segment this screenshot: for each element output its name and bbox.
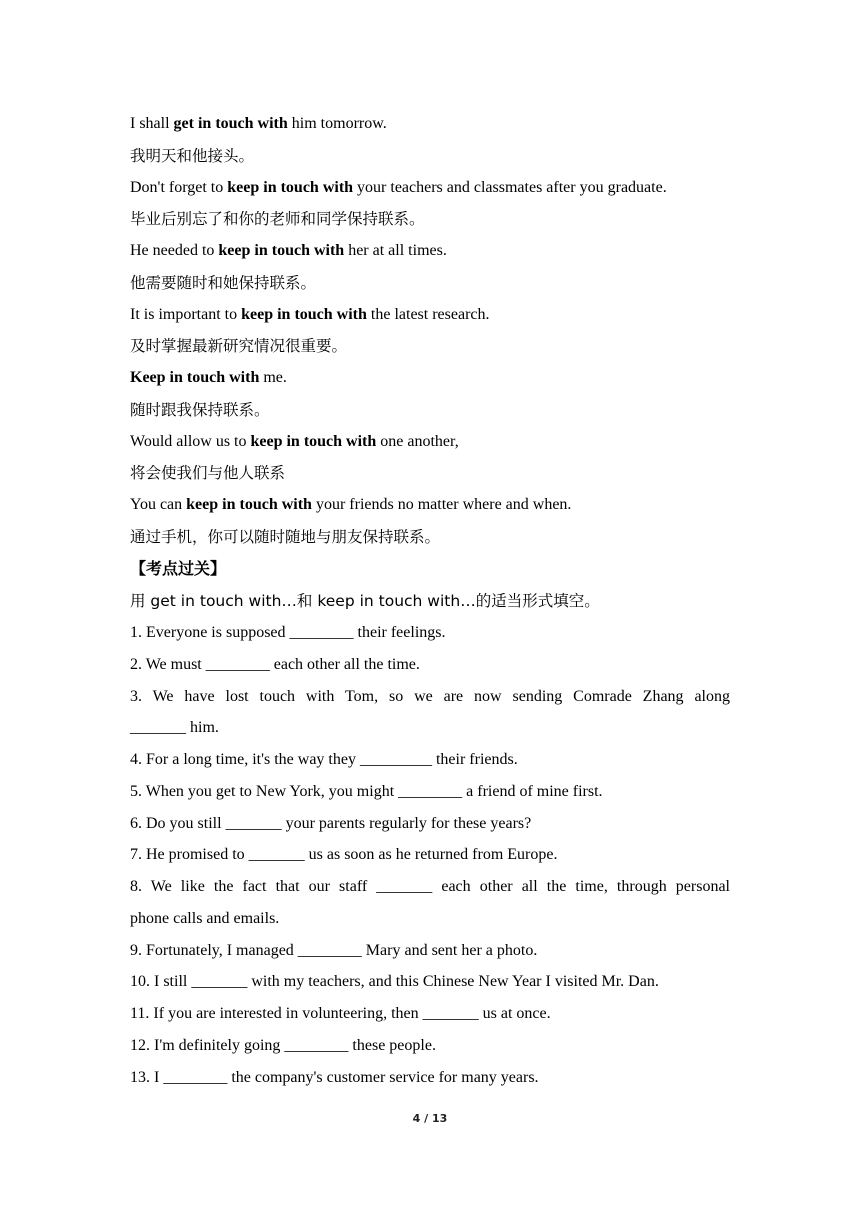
exercise-item: 9. Fortunately, I managed ________ Mary and sent her a photo.: [130, 942, 538, 959]
exercise-item-continued: _______ him.: [130, 719, 219, 736]
example-translation: 随时跟我保持联系。: [130, 401, 270, 419]
exercise-item: 11. If you are interested in volunteering, then _______ us at once.: [130, 1005, 551, 1022]
example-sentence: Keep in touch with me.: [130, 369, 287, 386]
example-sentence: Would allow us to keep in touch with one another,: [130, 433, 459, 450]
exercise-item: 5. When you get to New York, you might ________ a friend of mine first.: [130, 783, 603, 800]
exercise-item-continued: phone calls and emails.: [130, 910, 280, 927]
key-phrase: keep in touch with: [218, 242, 345, 259]
example-translation: 他需要随时和她保持联系。: [130, 274, 317, 292]
example-translation: 通过手机，你可以随时随地与朋友保持联系。: [130, 528, 441, 546]
example-translation: 及时掌握最新研究情况很重要。: [130, 337, 348, 355]
exercise-item: 10. I still _______ with my teachers, and this Chinese New Year I visited Mr. Dan.: [130, 973, 659, 990]
example-sentence: He needed to keep in touch with her at all times.: [130, 242, 447, 259]
key-phrase: keep in touch with: [186, 496, 312, 513]
example-translation: 将会使我们与他人联系: [130, 464, 286, 482]
exercise-item: 13. I ________ the company's customer service for many years.: [130, 1069, 539, 1086]
example-translation: 我明天和他接头。: [130, 147, 255, 165]
exercise-item: 12. I'm definitely going ________ these people.: [130, 1037, 436, 1054]
example-translation: 毕业后别忘了和你的老师和同学保持联系。: [130, 210, 425, 228]
exercise-item: 7. He promised to _______ us as soon as he returned from Europe.: [130, 846, 558, 863]
exercise-item: 8. We like the fact that our staff _______ each other all the time, through personal: [130, 878, 730, 895]
key-phrase: keep in touch with: [227, 179, 354, 196]
exercise-instruction: 用 get in touch with…和 keep in touch with…的适当形式填空。: [130, 592, 600, 610]
key-phrase: keep in touch with: [241, 306, 367, 323]
exercise-item: 1. Everyone is supposed ________ their feelings.: [130, 624, 446, 641]
exercise-item: 4. For a long time, it's the way they _________ their friends.: [130, 751, 518, 768]
example-sentence: You can keep in touch with your friends no matter where and when.: [130, 496, 572, 513]
example-sentence: I shall get in touch with him tomorrow.: [130, 115, 387, 132]
section-heading: 【考点过关】: [130, 559, 227, 578]
key-phrase: get in touch with: [173, 115, 288, 132]
key-phrase: Keep in touch with: [130, 369, 260, 386]
example-sentence: It is important to keep in touch with the latest research.: [130, 306, 490, 323]
key-phrase: keep in touch with: [250, 433, 377, 450]
example-sentence: Don't forget to keep in touch with your teachers and classmates after you graduate.: [130, 179, 667, 196]
page-number: 4 / 13: [412, 1112, 448, 1125]
exercise-item: 3. We have lost touch with Tom, so we are now sending Comrade Zhang along: [130, 688, 730, 705]
exercise-item: 6. Do you still _______ your parents regularly for these years?: [130, 815, 532, 832]
exercise-item: 2. We must ________ each other all the time.: [130, 656, 420, 673]
